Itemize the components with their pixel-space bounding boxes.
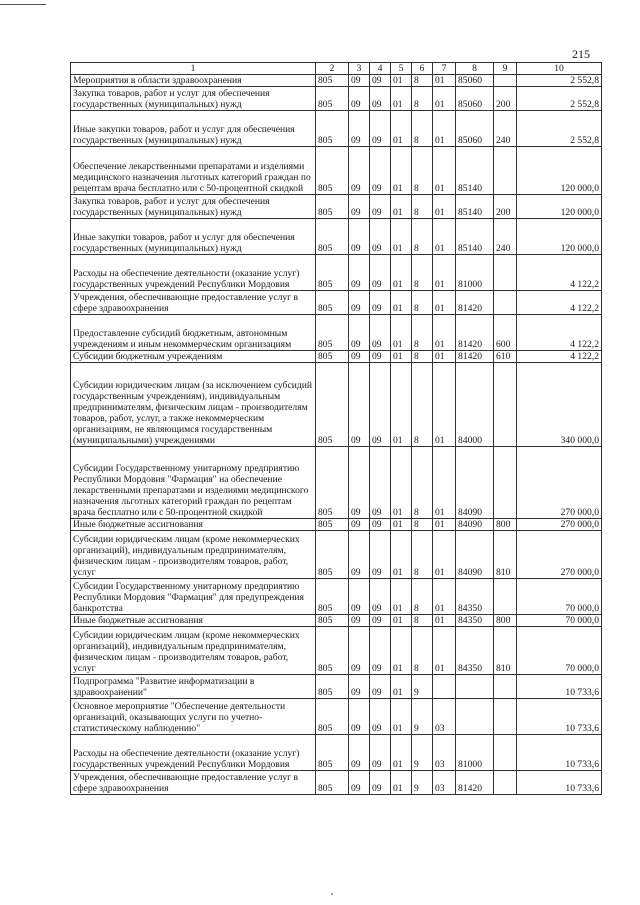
- page-number: 215: [572, 47, 590, 61]
- row-code-cell-c7: 01: [433, 615, 456, 627]
- row-code-cell-c9: 200: [494, 195, 517, 219]
- row-code-cell-c2: 805: [316, 147, 349, 195]
- table-row: [71, 699, 602, 735]
- column-header-3: 3: [349, 63, 370, 75]
- row-name-cell: Субсидии юридическим лицам (за исключением субсидий государственным учреждениям), индивидуальным предпринимателям, физическим лицам - производителям товаров, работ, услуг, а также некоммерческим организациям, не являющимся государственным (муниципальными) учреждениями: [71, 363, 316, 447]
- table-header-row: [71, 63, 602, 75]
- row-code-cell-c7: 01: [433, 579, 456, 615]
- row-code-cell-c8: 84350: [456, 627, 494, 675]
- column-header-8: 8: [456, 63, 494, 75]
- row-code-cell-c7: [433, 675, 456, 699]
- row-name-cell: Субсидии Государственному унитарному предприятию Республики Мордовия "Фармация" на обеспечение лекарственными препаратами и изделиями медицинского назначения льготных категорий граждан по рецептам врача бесплатно или с 50-процентной скидкой: [71, 447, 316, 519]
- top-rule: [0, 4, 46, 5]
- row-name-cell: Учреждения, обеспечивающие предоставление услуг в сфере здравоохранения: [71, 291, 316, 315]
- row-code-cell-c9: [494, 363, 517, 447]
- row-code-cell-c5: 01: [391, 351, 412, 363]
- row-code-cell-c3: 09: [349, 351, 370, 363]
- row-code-cell-c2: 805: [316, 519, 349, 531]
- row-code-cell-c7: 01: [433, 75, 456, 87]
- table-row: [71, 255, 602, 291]
- row-code-cell-c4: 09: [370, 615, 391, 627]
- row-name-cell: Обеспечение лекарственными препаратами и изделиями медицинского назначения льготных категорий граждан по рецептам врача бесплатно или с 50-процентной скидкой: [71, 147, 316, 195]
- row-code-cell-c3: 09: [349, 315, 370, 351]
- row-code-cell-c9: 610: [494, 351, 517, 363]
- table-row: [71, 219, 602, 255]
- row-amount-cell: 120 000,0: [517, 195, 602, 219]
- row-code-cell-c6: 8: [412, 519, 433, 531]
- row-code-cell-c8: 81420: [456, 771, 494, 795]
- row-code-cell-c8: 81000: [456, 255, 494, 291]
- row-code-cell-c7: 01: [433, 447, 456, 519]
- row-code-cell-c2: 805: [316, 615, 349, 627]
- row-code-cell-c2: 805: [316, 699, 349, 735]
- row-code-cell-c7: 01: [433, 195, 456, 219]
- row-code-cell-c6: 8: [412, 627, 433, 675]
- row-code-cell-c4: 09: [370, 315, 391, 351]
- row-code-cell-c6: 8: [412, 291, 433, 315]
- row-code-cell-c4: 09: [370, 675, 391, 699]
- row-code-cell-c4: 09: [370, 291, 391, 315]
- row-code-cell-c2: 805: [316, 75, 349, 87]
- scan-speck: [331, 893, 333, 895]
- row-name-cell: Расходы на обеспечение деятельности (оказание услуг) государственных учреждений Республики Мордовия: [71, 735, 316, 771]
- row-amount-cell: 10 733,6: [517, 675, 602, 699]
- row-code-cell-c3: 09: [349, 771, 370, 795]
- row-code-cell-c6: 8: [412, 579, 433, 615]
- row-code-cell-c4: 09: [370, 255, 391, 291]
- row-code-cell-c3: 09: [349, 147, 370, 195]
- row-code-cell-c2: 805: [316, 255, 349, 291]
- row-code-cell-c5: 01: [391, 699, 412, 735]
- row-code-cell-c4: 09: [370, 111, 391, 147]
- row-code-cell-c7: 01: [433, 87, 456, 111]
- row-code-cell-c3: 09: [349, 255, 370, 291]
- row-code-cell-c5: 01: [391, 771, 412, 795]
- row-code-cell-c8: 81420: [456, 315, 494, 351]
- row-code-cell-c7: 01: [433, 519, 456, 531]
- table-row: [71, 195, 602, 219]
- row-code-cell-c6: 8: [412, 195, 433, 219]
- row-name-cell: Иные закупки товаров, работ и услуг для обеспечения государственных (муниципальных) нужд: [71, 111, 316, 147]
- row-code-cell-c6: 9: [412, 771, 433, 795]
- row-code-cell-c9: [494, 291, 517, 315]
- row-code-cell-c8: 84090: [456, 447, 494, 519]
- column-header-6: 6: [412, 63, 433, 75]
- row-code-cell-c5: 01: [391, 363, 412, 447]
- row-amount-cell: 270 000,0: [517, 447, 602, 519]
- row-amount-cell: 120 000,0: [517, 219, 602, 255]
- table-row: [71, 315, 602, 351]
- row-code-cell-c5: 01: [391, 735, 412, 771]
- row-name-cell: Расходы на обеспечение деятельности (оказание услуг) государственных учреждений Республики Мордовия: [71, 255, 316, 291]
- row-code-cell-c7: 01: [433, 255, 456, 291]
- row-amount-cell: 10 733,6: [517, 771, 602, 795]
- row-code-cell-c3: 09: [349, 87, 370, 111]
- row-amount-cell: 2 552,8: [517, 75, 602, 87]
- row-code-cell-c9: [494, 771, 517, 795]
- row-name-cell: Подпрограмма "Развитие информатизации в здравоохранении": [71, 675, 316, 699]
- row-code-cell-c8: 85060: [456, 87, 494, 111]
- row-code-cell-c2: 805: [316, 579, 349, 615]
- row-name-cell: Иные бюджетные ассигнования: [71, 519, 316, 531]
- row-code-cell-c6: 8: [412, 315, 433, 351]
- row-code-cell-c5: 01: [391, 195, 412, 219]
- row-code-cell-c4: 09: [370, 87, 391, 111]
- row-code-cell-c7: 01: [433, 219, 456, 255]
- table-row: [71, 615, 602, 627]
- row-amount-cell: 70 000,0: [517, 579, 602, 615]
- row-code-cell-c2: 805: [316, 87, 349, 111]
- row-name-cell: Мероприятия в области здравоохранения: [71, 75, 316, 87]
- row-code-cell-c4: 09: [370, 219, 391, 255]
- row-code-cell-c2: 805: [316, 627, 349, 675]
- row-code-cell-c8: 84090: [456, 531, 494, 579]
- row-code-cell-c3: 09: [349, 291, 370, 315]
- row-code-cell-c9: [494, 75, 517, 87]
- table-row: [71, 771, 602, 795]
- row-code-cell-c3: 09: [349, 735, 370, 771]
- row-code-cell-c2: 805: [316, 735, 349, 771]
- row-code-cell-c4: 09: [370, 531, 391, 579]
- row-code-cell-c4: 09: [370, 75, 391, 87]
- row-code-cell-c5: 01: [391, 111, 412, 147]
- row-code-cell-c2: 805: [316, 531, 349, 579]
- table-row: [71, 147, 602, 195]
- row-code-cell-c6: 9: [412, 699, 433, 735]
- row-code-cell-c5: 01: [391, 531, 412, 579]
- column-header-9: 9: [494, 63, 517, 75]
- row-code-cell-c6: 9: [412, 675, 433, 699]
- row-code-cell-c5: 01: [391, 291, 412, 315]
- row-code-cell-c3: 09: [349, 579, 370, 615]
- table-body: [71, 75, 602, 795]
- row-name-cell: Иные закупки товаров, работ и услуг для обеспечения государственных (муниципальных) нужд: [71, 219, 316, 255]
- row-code-cell-c9: [494, 735, 517, 771]
- row-amount-cell: 70 000,0: [517, 627, 602, 675]
- row-amount-cell: 10 733,6: [517, 735, 602, 771]
- row-code-cell-c4: 09: [370, 771, 391, 795]
- row-code-cell-c5: 01: [391, 675, 412, 699]
- row-amount-cell: 4 122,2: [517, 315, 602, 351]
- row-code-cell-c5: 01: [391, 627, 412, 675]
- row-code-cell-c5: 01: [391, 519, 412, 531]
- table-row: [71, 111, 602, 147]
- row-code-cell-c7: 01: [433, 315, 456, 351]
- row-code-cell-c5: 01: [391, 255, 412, 291]
- row-code-cell-c5: 01: [391, 315, 412, 351]
- row-code-cell-c8: [456, 699, 494, 735]
- row-code-cell-c6: 8: [412, 531, 433, 579]
- row-code-cell-c9: [494, 147, 517, 195]
- row-code-cell-c3: 09: [349, 75, 370, 87]
- row-code-cell-c7: 01: [433, 147, 456, 195]
- row-code-cell-c2: 805: [316, 675, 349, 699]
- row-code-cell-c9: 240: [494, 219, 517, 255]
- row-code-cell-c8: 85060: [456, 75, 494, 87]
- row-code-cell-c9: 600: [494, 315, 517, 351]
- row-name-cell: Предоставление субсидий бюджетным, автономным учреждениям и иным некоммерческим организациям: [71, 315, 316, 351]
- row-code-cell-c3: 09: [349, 195, 370, 219]
- column-header-1: 1: [71, 63, 316, 75]
- row-code-cell-c6: 8: [412, 615, 433, 627]
- row-code-cell-c9: [494, 255, 517, 291]
- column-header-7: 7: [433, 63, 456, 75]
- row-name-cell: Субсидии Государственному унитарному предприятию Республики Мордовия "Фармация" для предупреждения банкротства: [71, 579, 316, 615]
- row-code-cell-c4: 09: [370, 351, 391, 363]
- row-code-cell-c4: 09: [370, 363, 391, 447]
- table-row: [71, 519, 602, 531]
- row-code-cell-c3: 09: [349, 447, 370, 519]
- column-header-10: 10: [517, 63, 602, 75]
- row-code-cell-c8: 81420: [456, 351, 494, 363]
- row-code-cell-c4: 09: [370, 195, 391, 219]
- row-code-cell-c5: 01: [391, 579, 412, 615]
- row-code-cell-c5: 01: [391, 219, 412, 255]
- row-code-cell-c3: 09: [349, 219, 370, 255]
- row-code-cell-c8: 85140: [456, 147, 494, 195]
- row-amount-cell: 2 552,8: [517, 87, 602, 111]
- table-row: [71, 675, 602, 699]
- row-code-cell-c4: 09: [370, 519, 391, 531]
- row-code-cell-c7: 03: [433, 735, 456, 771]
- row-code-cell-c6: 8: [412, 351, 433, 363]
- row-code-cell-c8: 85060: [456, 111, 494, 147]
- row-code-cell-c4: 09: [370, 579, 391, 615]
- row-name-cell: Иные бюджетные ассигнования: [71, 615, 316, 627]
- row-name-cell: Субсидии юридическим лицам (кроме некоммерческих организаций), индивидуальным предпринимателям, физическим лицам - производителям товаров, работ, услуг: [71, 627, 316, 675]
- row-code-cell-c3: 09: [349, 615, 370, 627]
- table-row: [71, 735, 602, 771]
- row-code-cell-c7: 01: [433, 627, 456, 675]
- row-code-cell-c9: [494, 675, 517, 699]
- row-code-cell-c6: 8: [412, 219, 433, 255]
- row-code-cell-c4: 09: [370, 627, 391, 675]
- row-code-cell-c8: 81000: [456, 735, 494, 771]
- column-header-4: 4: [370, 63, 391, 75]
- row-code-cell-c8: 81420: [456, 291, 494, 315]
- row-code-cell-c5: 01: [391, 147, 412, 195]
- row-code-cell-c3: 09: [349, 363, 370, 447]
- row-code-cell-c9: 810: [494, 531, 517, 579]
- column-header-5: 5: [391, 63, 412, 75]
- row-code-cell-c9: [494, 447, 517, 519]
- table-row: [71, 351, 602, 363]
- row-code-cell-c9: [494, 579, 517, 615]
- row-code-cell-c3: 09: [349, 675, 370, 699]
- row-code-cell-c3: 09: [349, 699, 370, 735]
- row-code-cell-c4: 09: [370, 447, 391, 519]
- row-code-cell-c4: 09: [370, 735, 391, 771]
- row-code-cell-c7: 03: [433, 771, 456, 795]
- row-code-cell-c7: 01: [433, 111, 456, 147]
- row-amount-cell: 340 000,0: [517, 363, 602, 447]
- row-code-cell-c6: 8: [412, 87, 433, 111]
- row-code-cell-c5: 01: [391, 447, 412, 519]
- row-code-cell-c2: 805: [316, 315, 349, 351]
- row-amount-cell: 10 733,6: [517, 699, 602, 735]
- row-amount-cell: 270 000,0: [517, 519, 602, 531]
- row-code-cell-c8: 84350: [456, 579, 494, 615]
- row-code-cell-c7: 03: [433, 699, 456, 735]
- row-amount-cell: 4 122,2: [517, 255, 602, 291]
- row-code-cell-c9: [494, 699, 517, 735]
- table-row: [71, 291, 602, 315]
- row-code-cell-c6: 8: [412, 363, 433, 447]
- row-code-cell-c8: 84090: [456, 519, 494, 531]
- row-code-cell-c8: [456, 675, 494, 699]
- row-amount-cell: 4 122,2: [517, 291, 602, 315]
- row-code-cell-c9: 800: [494, 519, 517, 531]
- table-row: [71, 627, 602, 675]
- row-code-cell-c2: 805: [316, 351, 349, 363]
- row-code-cell-c2: 805: [316, 771, 349, 795]
- table-row: [71, 75, 602, 87]
- row-amount-cell: 2 552,8: [517, 111, 602, 147]
- row-code-cell-c3: 09: [349, 627, 370, 675]
- table-row: [71, 87, 602, 111]
- row-code-cell-c4: 09: [370, 699, 391, 735]
- row-code-cell-c8: 85140: [456, 195, 494, 219]
- row-code-cell-c2: 805: [316, 111, 349, 147]
- row-code-cell-c7: 01: [433, 531, 456, 579]
- row-code-cell-c5: 01: [391, 75, 412, 87]
- row-code-cell-c8: 84000: [456, 363, 494, 447]
- row-code-cell-c3: 09: [349, 519, 370, 531]
- row-name-cell: Субсидии бюджетным учреждениям: [71, 351, 316, 363]
- table-row: [71, 579, 602, 615]
- row-code-cell-c3: 09: [349, 531, 370, 579]
- row-code-cell-c6: 8: [412, 255, 433, 291]
- row-code-cell-c5: 01: [391, 615, 412, 627]
- row-code-cell-c9: 800: [494, 615, 517, 627]
- row-amount-cell: 4 122,2: [517, 351, 602, 363]
- row-code-cell-c4: 09: [370, 147, 391, 195]
- table-row: [71, 531, 602, 579]
- row-code-cell-c6: 8: [412, 447, 433, 519]
- row-code-cell-c2: 805: [316, 195, 349, 219]
- row-code-cell-c2: 805: [316, 363, 349, 447]
- row-code-cell-c9: 200: [494, 87, 517, 111]
- row-code-cell-c3: 09: [349, 111, 370, 147]
- table-row: [71, 447, 602, 519]
- row-code-cell-c6: 8: [412, 147, 433, 195]
- row-name-cell: Учреждения, обеспечивающие предоставление услуг в сфере здравоохранения: [71, 771, 316, 795]
- row-code-cell-c2: 805: [316, 291, 349, 315]
- column-header-2: 2: [316, 63, 349, 75]
- row-code-cell-c8: 85140: [456, 219, 494, 255]
- row-amount-cell: 120 000,0: [517, 147, 602, 195]
- row-code-cell-c9: 240: [494, 111, 517, 147]
- table-row: [71, 363, 602, 447]
- row-name-cell: Субсидии юридическим лицам (кроме некоммерческих организаций), индивидуальным предпринимателям, физическим лицам - производителям товаров, работ, услуг: [71, 531, 316, 579]
- row-name-cell: Основное мероприятие "Обеспечение деятельности организаций, оказывающих услуги по учетно-статистическому наблюдению": [71, 699, 316, 735]
- row-code-cell-c6: 8: [412, 75, 433, 87]
- budget-table: [70, 62, 602, 795]
- row-code-cell-c2: 805: [316, 219, 349, 255]
- row-code-cell-c5: 01: [391, 87, 412, 111]
- row-code-cell-c2: 805: [316, 447, 349, 519]
- row-code-cell-c6: 9: [412, 735, 433, 771]
- row-code-cell-c6: 8: [412, 111, 433, 147]
- row-code-cell-c7: 01: [433, 363, 456, 447]
- row-name-cell: Закупка товаров, работ и услуг для обеспечения государственных (муниципальных) нужд: [71, 87, 316, 111]
- row-code-cell-c8: 84350: [456, 615, 494, 627]
- row-code-cell-c9: 810: [494, 627, 517, 675]
- row-code-cell-c7: 01: [433, 351, 456, 363]
- row-code-cell-c7: 01: [433, 291, 456, 315]
- row-amount-cell: 70 000,0: [517, 615, 602, 627]
- row-amount-cell: 270 000,0: [517, 531, 602, 579]
- row-name-cell: Закупка товаров, работ и услуг для обеспечения государственных (муниципальных) нужд: [71, 195, 316, 219]
